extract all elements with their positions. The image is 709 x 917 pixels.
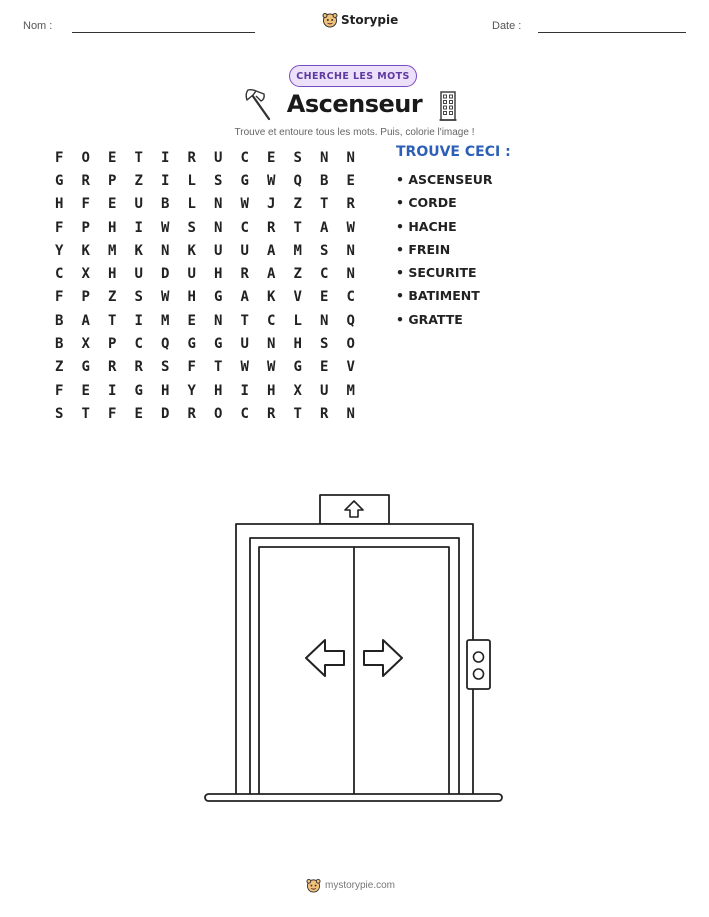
grid-cell[interactable]: N [346, 149, 355, 166]
grid-cell[interactable]: L [187, 172, 196, 189]
grid-cell[interactable]: S [293, 149, 302, 166]
word-item: • SECURITE [396, 265, 477, 281]
footer-url: mystorypie.com [325, 880, 396, 891]
grid-cell[interactable]: U [240, 336, 249, 353]
grid-cell[interactable]: W [267, 172, 276, 189]
word-list-title: TROUVE CECI : [396, 144, 511, 160]
grid-cell[interactable]: H [214, 266, 223, 283]
grid-cell[interactable]: X [81, 266, 90, 283]
instructions: Trouve et entoure tous les mots. Puis, colorie l'image ! [234, 127, 475, 138]
grid-cell[interactable]: H [55, 196, 64, 213]
grid-cell[interactable]: Z [108, 289, 117, 306]
grid-cell[interactable]: N [346, 242, 355, 259]
grid-cell[interactable]: R [267, 219, 276, 236]
grid-cell[interactable]: L [187, 196, 196, 213]
grid-cell[interactable]: M [346, 382, 355, 399]
grid-cell[interactable]: I [134, 312, 143, 329]
grid-cell[interactable]: W [267, 359, 276, 376]
grid-cell[interactable]: W [161, 219, 170, 236]
grid-cell[interactable]: X [81, 336, 90, 353]
word-item: • CORDE [396, 195, 457, 211]
date-line [538, 32, 686, 33]
category-badge: CHERCHE LES MOTS [289, 65, 417, 87]
grid-cell[interactable]: P [81, 219, 90, 236]
grid-cell[interactable]: F [187, 359, 196, 376]
word-item: • BATIMENT [396, 288, 480, 304]
grid-cell[interactable]: C [267, 312, 276, 329]
grid-cell[interactable]: S [55, 405, 64, 422]
grid-cell[interactable]: H [214, 382, 223, 399]
grid-cell[interactable]: K [187, 242, 196, 259]
grid-cell[interactable]: I [161, 149, 170, 166]
grid-cell[interactable]: E [108, 196, 117, 213]
date-label: Date : [492, 20, 522, 32]
grid-cell[interactable]: Z [55, 359, 64, 376]
grid-cell[interactable]: E [108, 149, 117, 166]
name-line [72, 32, 255, 33]
storypie-mascot-icon [322, 12, 338, 28]
grid-cell[interactable]: V [293, 289, 302, 306]
grid-cell[interactable]: G [214, 336, 223, 353]
grid-cell[interactable]: N [320, 149, 329, 166]
word-list [396, 171, 493, 334]
grid-cell[interactable]: H [187, 289, 196, 306]
grid-cell[interactable]: L [293, 312, 302, 329]
grid-cell[interactable]: N [214, 219, 223, 236]
grid-cell[interactable]: E [187, 312, 196, 329]
grid-cell[interactable]: C [134, 336, 143, 353]
grid-cell[interactable]: Q [346, 312, 355, 329]
grid-cell[interactable]: F [55, 149, 64, 166]
grid-cell[interactable]: P [108, 172, 117, 189]
grid-cell[interactable]: T [240, 312, 249, 329]
brand [322, 12, 398, 28]
grid-cell[interactable]: C [240, 219, 249, 236]
grid-cell[interactable]: G [240, 172, 249, 189]
grid-cell[interactable]: W [346, 219, 355, 236]
grid-cell[interactable]: G [81, 359, 90, 376]
grid-cell[interactable]: Q [161, 336, 170, 353]
grid-cell[interactable]: Z [293, 196, 302, 213]
grid-cell[interactable]: C [240, 405, 249, 422]
grid-cell[interactable]: B [55, 336, 64, 353]
grid-cell[interactable]: G [214, 289, 223, 306]
word-search-grid[interactable] [46, 146, 364, 426]
grid-cell[interactable]: N [214, 312, 223, 329]
grid-cell[interactable]: P [108, 336, 117, 353]
word-item: • FREIN [396, 241, 451, 257]
building-icon [439, 90, 457, 122]
grid-cell[interactable]: S [187, 219, 196, 236]
grid-cell[interactable]: U [214, 149, 223, 166]
grid-cell[interactable]: R [240, 266, 249, 283]
grid-cell[interactable]: D [161, 405, 170, 422]
grid-cell[interactable]: R [187, 405, 196, 422]
grid-cell[interactable]: I [108, 382, 117, 399]
grid-cell[interactable]: S [161, 359, 170, 376]
grid-cell[interactable]: G [293, 359, 302, 376]
grid-cell[interactable]: A [267, 242, 276, 259]
grid-cell[interactable]: F [55, 289, 64, 306]
grid-cell[interactable]: R [267, 405, 276, 422]
grid-cell[interactable]: G [134, 382, 143, 399]
grid-cell[interactable]: C [240, 149, 249, 166]
grid-cell[interactable]: O [214, 405, 223, 422]
grid-cell[interactable]: A [320, 219, 329, 236]
grid-cell[interactable]: C [55, 266, 64, 283]
grid-cell[interactable]: O [81, 149, 90, 166]
grid-cell[interactable]: H [267, 382, 276, 399]
grid-cell[interactable]: A [81, 312, 90, 329]
grid-cell[interactable]: T [108, 312, 117, 329]
grid-cell[interactable]: A [267, 266, 276, 283]
grid-cell[interactable]: N [346, 266, 355, 283]
grid-cell[interactable]: Y [187, 382, 196, 399]
grid-cell[interactable]: R [320, 405, 329, 422]
grid-cell[interactable]: B [320, 172, 329, 189]
grid-cell[interactable]: E [267, 149, 276, 166]
grid-cell[interactable]: Q [293, 172, 302, 189]
page-title: Ascenseur [286, 90, 423, 118]
grid-cell[interactable]: H [161, 382, 170, 399]
grid-cell[interactable]: R [134, 359, 143, 376]
grid-cell[interactable]: N [346, 405, 355, 422]
grid-cell[interactable]: V [346, 359, 355, 376]
grid-cell[interactable]: M [161, 312, 170, 329]
grid-cell[interactable]: F [81, 196, 90, 213]
grid-cell[interactable]: K [267, 289, 276, 306]
grid-cell[interactable]: E [320, 289, 329, 306]
grid-cell[interactable]: R [346, 196, 355, 213]
grid-cell[interactable]: T [81, 405, 90, 422]
grid-cell[interactable]: Z [134, 172, 143, 189]
grid-cell[interactable]: W [240, 196, 249, 213]
footer [306, 878, 395, 893]
grid-cell[interactable]: F [55, 219, 64, 236]
storypie-mascot-icon [306, 878, 321, 893]
grid-cell[interactable]: H [108, 266, 117, 283]
grid-cell[interactable]: G [55, 172, 64, 189]
grid-cell[interactable]: T [320, 196, 329, 213]
grid-cell[interactable]: R [187, 149, 196, 166]
grid-cell[interactable]: K [81, 242, 90, 259]
grid-cell[interactable]: R [81, 172, 90, 189]
brand-name: Storypie [341, 13, 399, 27]
grid-cell[interactable]: U [187, 266, 196, 283]
grid-cell[interactable]: U [320, 382, 329, 399]
grid-cell[interactable]: S [214, 172, 223, 189]
grid-cell[interactable]: U [134, 196, 143, 213]
word-item: • HACHE [396, 218, 457, 234]
grid-cell[interactable]: H [108, 219, 117, 236]
grid-cell[interactable]: J [267, 196, 276, 213]
grid-cell[interactable]: N [161, 242, 170, 259]
grid-cell[interactable]: I [240, 382, 249, 399]
name-label: Nom : [23, 20, 53, 32]
grid-cell[interactable]: M [293, 242, 302, 259]
grid-cell[interactable]: T [214, 359, 223, 376]
grid-cell[interactable]: Z [293, 266, 302, 283]
word-item: • ASCENSEUR [396, 172, 493, 187]
grid-cell[interactable]: H [293, 336, 302, 353]
grid-cell[interactable]: E [81, 382, 90, 399]
grid-cell[interactable]: E [346, 172, 355, 189]
grid-cell[interactable]: S [320, 242, 329, 259]
grid-cell[interactable]: E [134, 405, 143, 422]
grid-cell[interactable]: P [81, 289, 90, 306]
grid-cell[interactable]: T [293, 405, 302, 422]
grid-cell[interactable]: O [346, 336, 355, 353]
grid-cell[interactable]: M [108, 242, 117, 259]
grid-cell[interactable]: W [161, 289, 170, 306]
grid-cell[interactable]: D [161, 266, 170, 283]
grid-cell[interactable]: B [55, 312, 64, 329]
grid-cell[interactable]: F [108, 405, 117, 422]
grid-cell[interactable]: B [161, 196, 170, 213]
grid-cell[interactable]: N [214, 196, 223, 213]
grid-cell[interactable]: S [320, 336, 329, 353]
grid-cell[interactable]: C [346, 289, 355, 306]
elevator-icon [203, 493, 507, 805]
grid-cell[interactable]: R [108, 359, 117, 376]
grid-cell[interactable]: T [134, 149, 143, 166]
grid-cell[interactable]: E [320, 359, 329, 376]
grid-cell[interactable]: C [320, 266, 329, 283]
grid-cell[interactable]: Y [55, 242, 64, 259]
grid-cell[interactable]: A [240, 289, 249, 306]
grid-cell[interactable]: I [161, 172, 170, 189]
word-item: • GRATTE [396, 311, 463, 327]
grid-cell[interactable]: T [293, 219, 302, 236]
grid-cell[interactable]: N [267, 336, 276, 353]
grid-cell[interactable]: G [187, 336, 196, 353]
grid-cell[interactable]: F [55, 382, 64, 399]
grid-cell[interactable]: U [134, 266, 143, 283]
grid-cell[interactable]: I [134, 219, 143, 236]
grid-cell[interactable]: X [293, 382, 302, 399]
grid-cell[interactable]: U [214, 242, 223, 259]
grid-cell[interactable]: U [240, 242, 249, 259]
grid-cell[interactable]: S [134, 289, 143, 306]
grid-cell[interactable]: K [134, 242, 143, 259]
grid-cell[interactable]: N [320, 312, 329, 329]
grid-cell[interactable]: W [240, 359, 249, 376]
